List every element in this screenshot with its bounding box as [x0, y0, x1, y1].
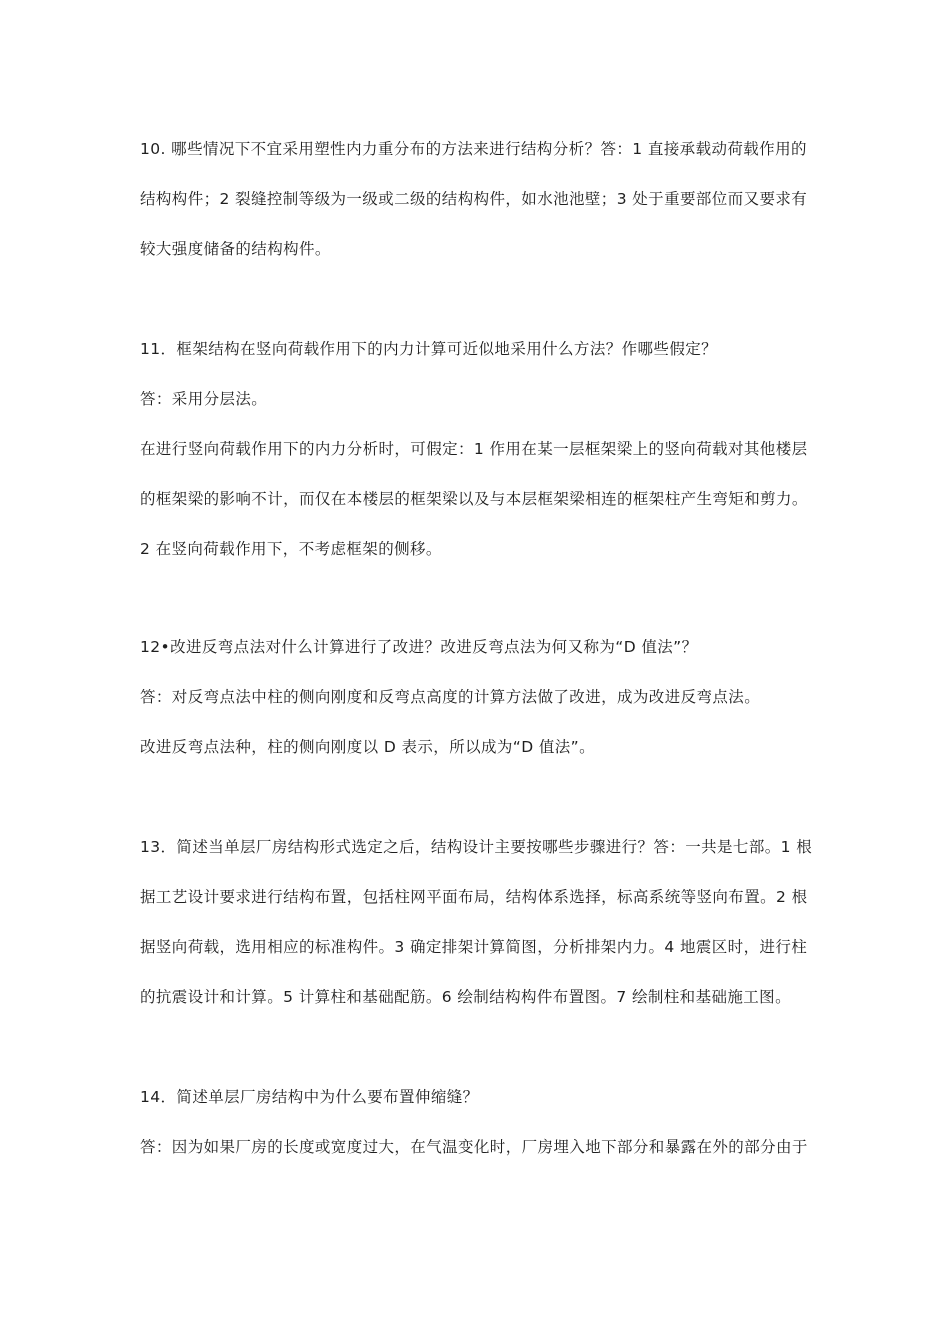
- q13-line-3: 据竖向荷载，选用相应的标准构件。3 确定排架计算简图，分析排架内力。4 地震区时，进行柱: [140, 938, 808, 956]
- q11-line-5: 2 在竖向荷载作用下，不考虑框架的侧移。: [140, 540, 442, 558]
- q11-question: 11．框架结构在竖向荷载作用下的内力计算可近似地采用什么方法？作哪些假定？: [140, 340, 718, 358]
- q13-line-2: 据工艺设计要求进行结构布置，包括柱网平面布局，结构体系选择，标高系统等竖向布置。2 根: [140, 888, 808, 906]
- q12-answer: 答：对反弯点法中柱的侧向刚度和反弯点高度的计算方法做了改进，成为改进反弯点法。: [140, 688, 761, 706]
- q14-answer: 答：因为如果厂房的长度或宽度过大，在气温变化时，厂房埋入地下部分和暴露在外的部分由于: [140, 1138, 808, 1156]
- q13-line-1: 13．简述当单层厂房结构形式选定之后，结构设计主要按哪些步骤进行？答：一共是七部。1 根: [140, 838, 813, 856]
- q10-line-2: 结构构件；2 裂缝控制等级为一级或二级的结构构件，如水池池壁；3 处于重要部位而又要求有: [140, 190, 808, 208]
- q12-question: 12•改进反弯点法对什么计算进行了改进？改进反弯点法为何又称为“D 值法”？: [140, 638, 698, 656]
- q10-line-3: 较大强度储备的结构构件。: [140, 240, 331, 258]
- q14-question: 14．简述单层厂房结构中为什么要布置伸缩缝？: [140, 1088, 479, 1106]
- q11-line-3: 在进行竖向荷载作用下的内力分析时，可假定：1 作用在某一层框架梁上的竖向荷载对其他楼层: [140, 440, 808, 458]
- q12-line-3: 改进反弯点法种，柱的侧向刚度以 D 表示，所以成为“D 值法”。: [140, 738, 596, 756]
- q11-answer: 答：采用分层法。: [140, 390, 268, 408]
- q11-line-4: 的框架梁的影响不计，而仅在本楼层的框架梁以及与本层框架梁相连的框架柱产生弯矩和剪力。: [140, 490, 808, 508]
- q10-line-1: 10. 哪些情况下不宜采用塑性内力重分布的方法来进行结构分析？答：1 直接承载动荷载作用的: [140, 140, 807, 158]
- q13-line-4: 的抗震设计和计算。5 计算柱和基础配筋。6 绘制结构构件布置图。7 绘制柱和基础施工图。: [140, 988, 791, 1006]
